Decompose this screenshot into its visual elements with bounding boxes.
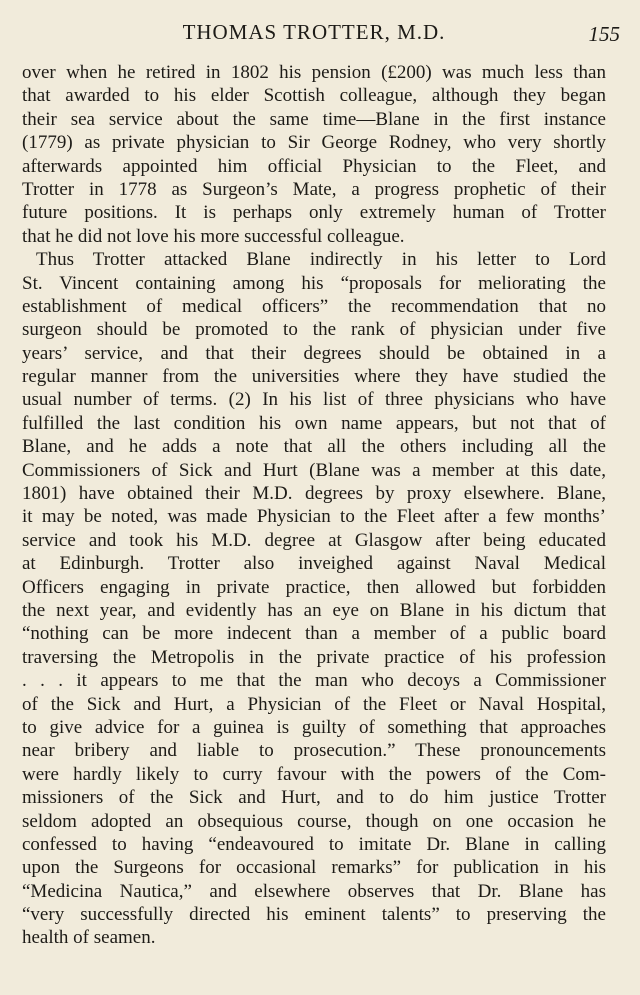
text-line: of the Sick and Hurt, a Physician of the Fleet or Naval Hospital, [22,693,606,715]
running-head-title: THOMAS TROTTER, M.D. [182,20,446,44]
text-line: 1801) have obtained their M.D. degrees by proxy elsewhere. Blane, [22,483,606,505]
text-line: Officers engaging in private practice, then allowed but forbidden [22,576,606,598]
text-line: the next year, and evidently has an eye on Blane in his dictum that [22,599,606,621]
text-line: establishment of medical officers” the recommendation that no [22,295,606,317]
text-line: traversing the Metropolis in the private practice of his profession [22,646,606,668]
text-line: missioners of the Sick and Hurt, and to do him justice Trotter [22,787,606,809]
text-line: health of seamen. [22,927,156,949]
text-line: Thus Trotter attacked Blane indirectly in his letter to Lord [36,249,606,271]
text-line: afterwards appointed him official Physician to the Fleet, and [22,155,606,177]
text-line: service and took his M.D. degree at Glasgow after being educated [22,529,606,551]
text-line: seldom adopted an obsequious course, though on one occasion he [22,810,606,832]
text-line: usual number of terms. (2) In his list of three physicians who have [22,389,606,411]
text-line: at Edinburgh. Trotter also inveighed against Naval Medical [22,553,606,575]
text-line: St. Vincent containing among his “proposals for meliorating the [22,272,606,294]
text-line: near bribery and liable to prosecution.” These pronouncements [22,740,606,762]
text-line: their sea service about the same time—Blane in the first instance [22,108,606,130]
text-line: that awarded to his elder Scottish colleague, although they began [22,85,606,107]
text-line: “Medicina Nautica,” and elsewhere observes that Dr. Blane has [22,880,606,902]
text-line: over when he retired in 1802 his pension (£200) was much less than [22,62,606,83]
text-line: future positions. It is perhaps only extremely human of Trotter [22,202,606,224]
text-line: Blane, and he adds a note that all the others including all the [22,436,606,458]
running-head [22,20,620,50]
page-number: 155 [588,22,620,46]
text-line: Commissioners of Sick and Hurt (Blane was a member at this date, [22,459,606,481]
text-line: confessed to having “endeavoured to imitate Dr. Blane in calling [22,833,606,855]
text-line: regular manner from the universities where they have studied the [22,366,606,388]
text-line: fulfilled the last condition his own name appears, but not that of [22,412,606,434]
text-line: to give advice for a guinea is guilty of something that approaches [22,716,606,738]
text-line: Trotter in 1778 as Surgeon’s Mate, a progress prophetic of their [22,178,606,200]
text-line: . . . it appears to me that the man who decoys a Commissioner [22,670,606,692]
text-line: “very successfully directed his eminent talents” to preserving the [22,904,606,926]
paragraph-continued [22,61,606,248]
paragraph-trotter-attack [22,248,606,950]
text-line: that he did not love his more successful colleague. [22,225,405,247]
text-line: upon the Surgeons for occasional remarks” for publication in his [22,857,606,879]
text-line: years’ service, and that their degrees should be obtained in a [22,342,606,364]
text-line: (1779) as private physician to Sir George Rodney, who very shortly [22,132,606,154]
text-line: were hardly likely to curry favour with the powers of the Com- [22,763,606,785]
body-text [22,61,606,950]
text-line: it may be noted, was made Physician to the Fleet after a few months’ [22,506,606,528]
text-line: “nothing can be more indecent than a member of a public board [22,623,606,645]
text-line: surgeon should be promoted to the rank of physician under five [22,319,606,341]
